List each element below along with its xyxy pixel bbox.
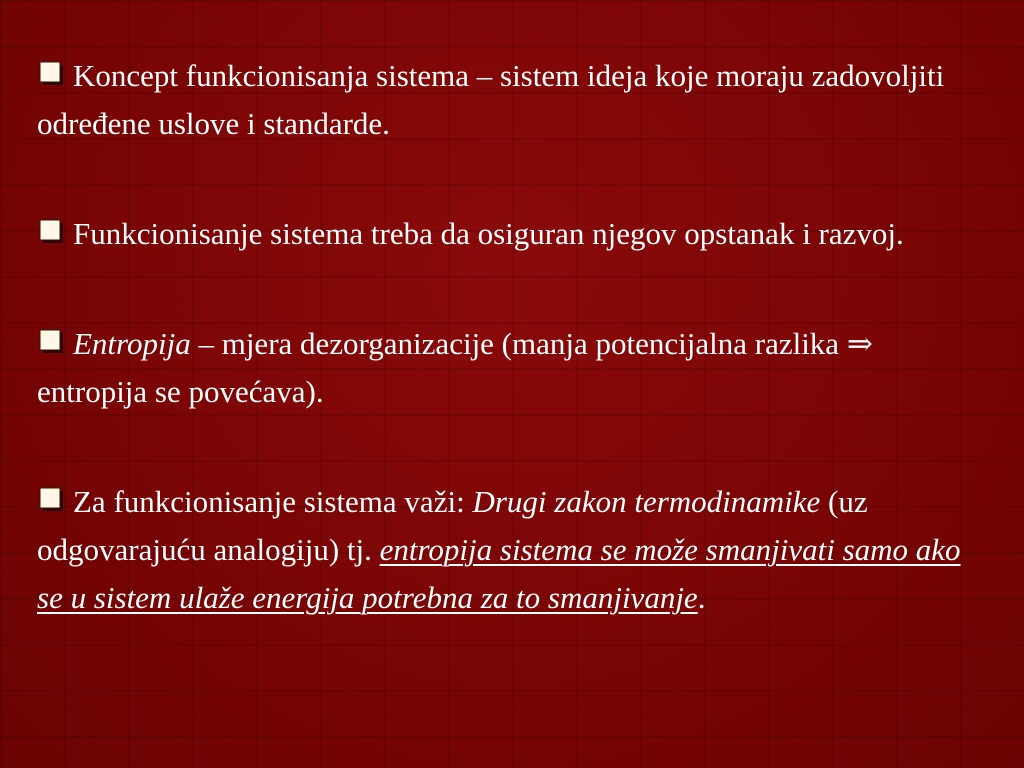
law-name: Drugi zakon termodinamike xyxy=(472,484,821,519)
bullet-item-2 xyxy=(37,210,977,258)
end-punctuation: . xyxy=(697,580,706,615)
checkbox-bullet-icon xyxy=(37,217,67,247)
checkbox-bullet-icon xyxy=(37,485,67,515)
implies-arrow-icon: ⇒ xyxy=(846,326,873,361)
checkbox-bullet-icon xyxy=(37,327,67,357)
bullet-text: Koncept funkcionisanja sistema – sistem ideja koje moraju zadovoljiti određene uslove i standarde. xyxy=(37,58,945,141)
lead-text: Za funkcionisanje sistema važi: xyxy=(73,484,473,519)
entropy-term: Entropija xyxy=(73,326,191,361)
bullet-text: Funkcionisanje sistema treba da osiguran njegov opstanak i razvoj. xyxy=(73,216,904,251)
bullet-item-1 xyxy=(37,52,977,148)
bullet-item-3 xyxy=(37,320,977,416)
bullet-list xyxy=(37,52,977,622)
middle-text: (uz odgovarajuću analogiju) tj. xyxy=(37,484,868,567)
law-statement: entropija sistema se može smanjivati samo ako se u sistem ulaže energija potrebna za to smanjivanje xyxy=(37,532,961,615)
checkbox-bullet-icon xyxy=(37,59,67,89)
bullet-item-4 xyxy=(37,478,977,622)
entropy-consequence: entropija se povećava). xyxy=(37,374,324,409)
entropy-definition: – mjera dezorganizacije (manja potencijalna razlika xyxy=(190,326,847,361)
